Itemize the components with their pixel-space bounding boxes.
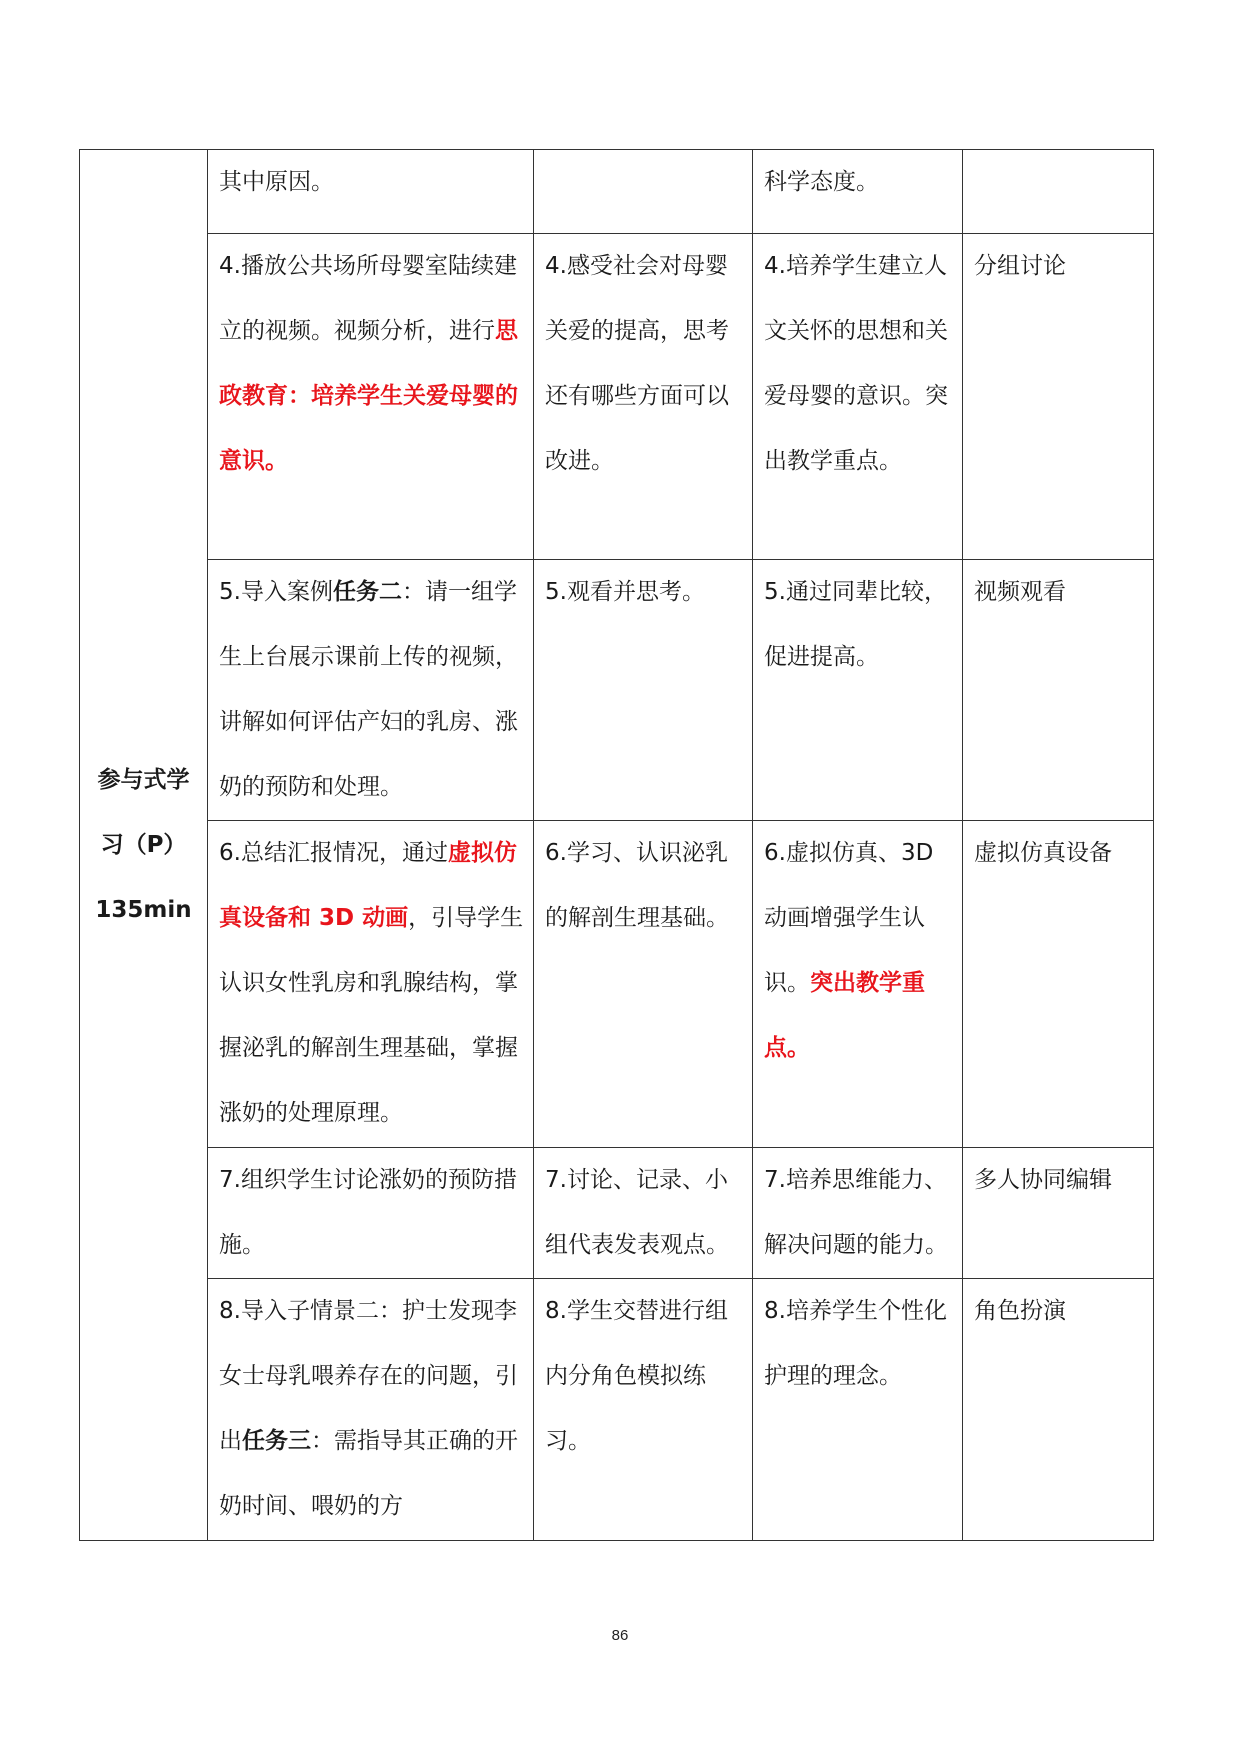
lesson-plan-table bbox=[79, 149, 1154, 1541]
cell-text-segment: 5.观看并思考。 bbox=[545, 579, 705, 605]
cell-text-segment: 任务三 bbox=[242, 1428, 311, 1454]
student-activity-cell bbox=[534, 1148, 753, 1279]
cell-text-segment: 角色扮演 bbox=[974, 1298, 1066, 1324]
cell-text-segment: 多人协同编辑 bbox=[974, 1167, 1112, 1193]
cell-text-segment: 4.感受社会对母婴关爱的提高，思考还有哪些方面可以改进。 bbox=[545, 253, 729, 474]
teacher-activity-cell bbox=[208, 560, 534, 821]
cell-text-segment: 其中原因。 bbox=[219, 169, 334, 195]
student-activity-cell bbox=[534, 560, 753, 821]
cell-text-segment: 7.组织学生讨论涨奶的预防措施。 bbox=[219, 1167, 517, 1258]
design-intent-cell bbox=[753, 1279, 963, 1541]
stage-cell bbox=[80, 150, 208, 1541]
cell-text-segment: 思政教育：培养学生关爱母婴的意识。 bbox=[219, 318, 518, 474]
design-intent-cell bbox=[753, 821, 963, 1148]
cell-text-segment: 视频观看 bbox=[974, 579, 1066, 605]
teacher-activity-cell bbox=[208, 1279, 534, 1541]
stage-label-line1: 参与式学 bbox=[97, 766, 190, 793]
student-activity-cell bbox=[534, 150, 753, 234]
table-row bbox=[80, 1279, 1154, 1541]
cell-text-segment: 任务二 bbox=[332, 579, 402, 605]
method-cell bbox=[963, 821, 1154, 1148]
stage-duration: 135min bbox=[95, 896, 192, 923]
teacher-activity-cell bbox=[208, 821, 534, 1148]
cell-text-segment: 分组讨论 bbox=[974, 253, 1066, 279]
cell-text-segment: 6.虚拟仿真、3D 动画增强学生认识。 bbox=[764, 840, 934, 996]
cell-text-segment: 虚拟仿真设备和 3D 动画 bbox=[219, 840, 517, 931]
cell-text-segment: ：需指导其正确的开奶时间、喂奶的方 bbox=[219, 1428, 518, 1519]
cell-text-segment: 5.通过同辈比较，促进提高。 bbox=[764, 579, 947, 670]
student-activity-cell bbox=[534, 821, 753, 1148]
design-intent-cell bbox=[753, 234, 963, 560]
cell-text-segment: 4.播放公共场所母婴室陆续建立的视频。视频分析，进行 bbox=[219, 253, 517, 344]
cell-text-segment: 6.总结汇报情况，通过 bbox=[219, 840, 448, 866]
cell-text-segment: 8.培养学生个性化护理的理念。 bbox=[764, 1298, 947, 1389]
stage-label-line2: 习（P） bbox=[100, 831, 187, 858]
cell-text-segment: 8.学生交替进行组内分角色模拟练习。 bbox=[545, 1298, 728, 1454]
cell-text-segment: 科学态度。 bbox=[764, 169, 879, 195]
cell-text-segment: 7.培养思维能力、解决问题的能力。 bbox=[764, 1167, 948, 1258]
cell-text-segment: 4.培养学生建立人文关怀的思想和关爱母婴的意识。突出教学重点。 bbox=[764, 253, 948, 474]
cell-text-segment: 6.学习、认识泌乳的解剖生理基础。 bbox=[545, 840, 729, 931]
teacher-activity-cell bbox=[208, 234, 534, 560]
table-row bbox=[80, 150, 1154, 234]
method-cell bbox=[963, 560, 1154, 821]
cell-text-segment: ，引导学生认识女性乳房和乳腺结构，掌握泌乳的解剖生理基础，掌握涨奶的处理原理。 bbox=[219, 905, 524, 1126]
cell-text-segment: 虚拟仿真设备 bbox=[974, 840, 1112, 866]
table-row bbox=[80, 821, 1154, 1148]
table-row bbox=[80, 1148, 1154, 1279]
table-row bbox=[80, 560, 1154, 821]
cell-text-segment: ：请一组学生上台展示课前上传的视频，讲解如何评估产妇的乳房、涨奶的预防和处理。 bbox=[219, 579, 518, 800]
page-number: 86 bbox=[611, 1627, 629, 1644]
cell-text-segment: 8.导入子情景二：护士发现李女士母乳喂养存在的问题，引出 bbox=[219, 1298, 518, 1454]
cell-text-segment: 5.导入案例 bbox=[219, 579, 333, 605]
design-intent-cell bbox=[753, 560, 963, 821]
method-cell bbox=[963, 234, 1154, 560]
method-cell bbox=[963, 1279, 1154, 1541]
method-cell bbox=[963, 150, 1154, 234]
teacher-activity-cell bbox=[208, 150, 534, 234]
student-activity-cell bbox=[534, 1279, 753, 1541]
cell-text-segment: 7.讨论、记录、小组代表发表观点。 bbox=[545, 1167, 729, 1258]
method-cell bbox=[963, 1148, 1154, 1279]
student-activity-cell bbox=[534, 234, 753, 560]
cell-text-segment: 突出教学重点。 bbox=[764, 970, 925, 1061]
table-row bbox=[80, 234, 1154, 560]
design-intent-cell bbox=[753, 1148, 963, 1279]
design-intent-cell bbox=[753, 150, 963, 234]
teacher-activity-cell bbox=[208, 1148, 534, 1279]
